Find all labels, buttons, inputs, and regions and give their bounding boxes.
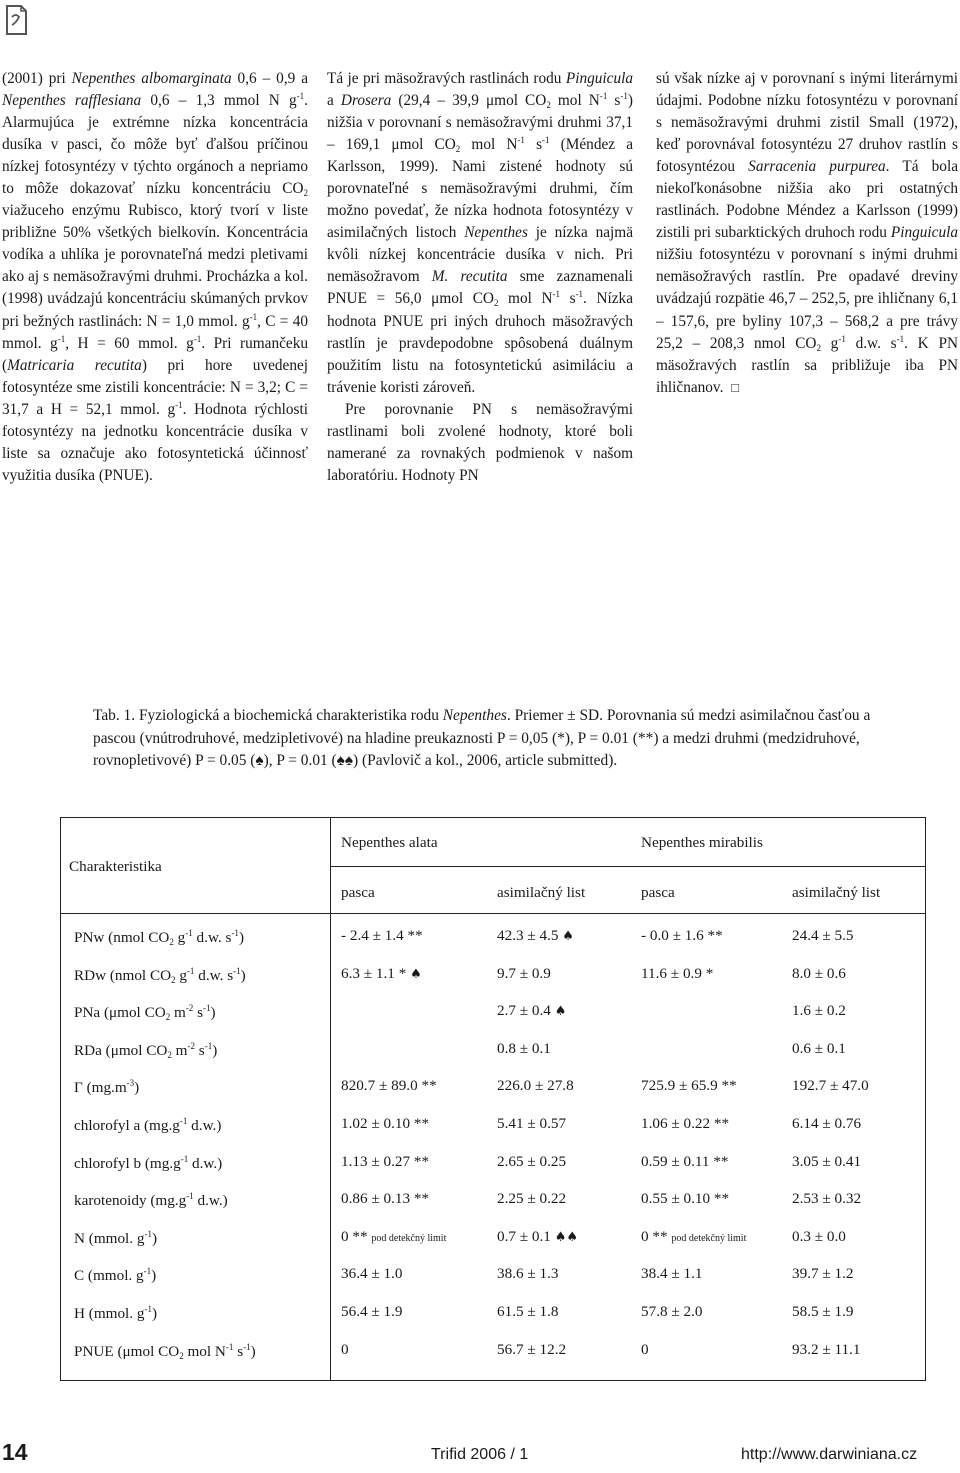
table-cell: 8.0 ± 0.6 — [792, 964, 846, 982]
table-cell: 36.4 ± 1.0 — [341, 1265, 403, 1283]
table-cell: 0 ** pod detekčný limit — [341, 1227, 447, 1245]
text-column-1 — [2, 68, 308, 487]
table-cell: 11.6 ± 0.9 * — [641, 964, 714, 982]
table-cell: 6.14 ± 0.76 — [792, 1115, 862, 1132]
page-number: 14 — [2, 1439, 28, 1465]
table-cell: 39.7 ± 1.2 — [792, 1265, 854, 1283]
table-header-trap: pasca — [641, 884, 675, 901]
table-cell: 38.6 ± 1.3 — [497, 1265, 559, 1283]
journal-issue: Trifid 2006 / 1 — [431, 1446, 529, 1463]
table-cell: 0.55 ± 0.10 ** — [641, 1190, 730, 1208]
text-column-2 — [327, 68, 633, 487]
table-cell: 56.7 ± 12.2 — [497, 1340, 567, 1358]
table-row-label: karotenoidy ($mg.g^{-1}$ d.w.) — [74, 1191, 228, 1210]
table-cell: 2.53 ± 0.32 — [792, 1190, 862, 1208]
paragraph: (2001) pri Nepenthes albomarginata 0,6 – 0,9 a Nepenthes rafflesiana 0,6 – 1,3 mmol N $g^{-1}$. Alarmujúca je extrémne nízka koncentrácia dusíka v pasci, čo môže byť ďalšou príčinou nízkej fotosyntézy v týchto orgánoch a nepriamo to môže dokazovať nízku koncentráciu $CO_2$ viažuceho enzýmu Rubisco, ktorý tvorí v liste približne 50% všetkých bielkovín. Koncentrácia vodíka a uhlíka je porovnateľná medzi pletivami ako aj s nemäsožravými druhmi. Procházka a kol. (1998) uvádzajú koncentráciu skúmaných prvkov pri bežných rastlinách: N = 1,0 mmol. $g^{-1}$, C = 40 mmol. $g^{-1}$, H = 60 mmol. $g^{-1}$. Pri rumančeku (Matricaria recutita) pri hore uvedenej fotosyntéze sme zistili koncentrácie: N = 3,2; C = 31,7 a H = 52,1 mmol. $g^{-1}$. Hodnota rýchlosti fotosyntézy na jednotku koncentrácie dusíka v liste sa označuje ako fotosyntetická účinnosť využitia dusíka (PNUE). — [2, 70, 309, 484]
table-cell: 0 — [341, 1340, 349, 1358]
journal-url[interactable]: http://www.darwiniana.cz — [741, 1446, 918, 1463]
table-cell: 0.86 ± 0.13 ** — [341, 1190, 430, 1208]
table-cell: 1.13 ± 0.27 ** — [341, 1152, 430, 1170]
table-cell: 56.4 ± 1.9 — [341, 1303, 403, 1320]
table-row-label: chlorofyl a ($mg.g^{-1}$ d.w.) — [74, 1116, 222, 1134]
table-cell: 725.9 ± 65.9 ** — [641, 1077, 737, 1095]
table-header-characteristic: Charakteristika — [69, 858, 162, 875]
table-cell: 1.02 ± 0.10 ** — [341, 1115, 430, 1132]
paragraph: Tá je pri mäsožravých rastlinách rodu Pinguicula a Drosera (29,4 – 39,9 μmol $CO_2$ mol $N^{-1}$ $s^{-1}$) nižšia v porovnaní s nemäsožravými druhmi 37,1 – 169,1 μmol $CO_2$ mol $N^{-1}$ $s^{-1}$ (Méndez a Karlsson, 1999). Nami zistené hodnoty sú porovnateľné s nemäsožravými druhmi, čím možno povedať, že nízka hodnota fotosyntézy v asimilačných listoch Nepenthes je nízka najmä kvôli nízkej koncentrácie dusíka v nich. Pri nemäsožravom M. recutita sme zaznamenali PNUE = 56,0 μmol $CO_2$ mol $N^{-1}$ $s^{-1}$. Nízka hodnota PNUE pri iných druhoch mäsožravých rastlín je pravdepodobne spôsobená duálnym použitím listu na fotosyntetickú asimiláciu a trávenie koristi zároveň. — [327, 70, 633, 396]
table-header-leaf: asimilačný list — [792, 884, 881, 901]
table-row-label: N (mmol. $g^{-1}$) — [74, 1228, 158, 1247]
table-cell: 226.0 ± 27.8 — [497, 1077, 574, 1095]
table-row-label: PNw (nmol $CO_2$ $g^{-1}$ d.w. $s^{-1}$) — [74, 928, 244, 947]
table-cell: 57.8 ± 2.0 — [641, 1303, 703, 1320]
table-cell: 2.7 ± 0.4 ♠ — [497, 1002, 567, 1020]
table-cell: 5.41 ± 0.57 — [497, 1115, 567, 1132]
table-cell: 0 — [641, 1340, 649, 1358]
table-cell: 0.3 ± 0.0 — [792, 1227, 846, 1245]
table-row-label: PNa (μmol $CO_2$ $m^{-2}$ $s^{-1}$) — [74, 1003, 216, 1023]
table-cell: 192.7 ± 47.0 — [792, 1077, 869, 1095]
table-cell: 2.65 ± 0.25 — [497, 1152, 567, 1170]
table-cell: 0.6 ± 0.1 — [792, 1039, 846, 1057]
table-cell: 58.5 ± 1.9 — [792, 1303, 854, 1320]
table-cell: - 2.4 ± 1.4 ** — [341, 927, 423, 944]
table-header-trap: pasca — [341, 884, 375, 901]
table-row-label: PNUE (μmol $CO_2$ mol $N^{-1}$ $s^{-1}$) — [74, 1341, 256, 1361]
table-cell: 24.4 ± 5.5 — [792, 927, 854, 944]
table-cell: 1.6 ± 0.2 — [792, 1002, 846, 1020]
table-cell: 820.7 ± 89.0 ** — [341, 1077, 437, 1095]
table-cell: 0.7 ± 0.1 ♠♠ — [497, 1227, 579, 1245]
end-of-article-mark: □ — [731, 379, 739, 395]
table-row-label: H (mmol. $g^{-1}$) — [74, 1304, 158, 1322]
table-cell: 0.59 ± 0.11 ** — [641, 1152, 729, 1170]
journal-logo-icon — [3, 3, 29, 37]
text-column-3 — [656, 68, 958, 399]
table-cell: 9.7 ± 0.9 — [497, 964, 551, 982]
table-cell: - 0.0 ± 1.6 ** — [641, 927, 723, 944]
table-cell: 3.05 ± 0.41 — [792, 1152, 862, 1170]
table-cell: 1.06 ± 0.22 ** — [641, 1115, 730, 1132]
table-cell: 0 ** pod detekčný limit — [641, 1227, 747, 1245]
paragraph: sú však nízke aj v porovnaní s inými literárnymi údajmi. Podobne nízku fotosyntézu v porovnaní s nemäsožravými druhmi zistil Small (1972), keď porovnával fotosyntézu 27 druhov rastlín s fotosyntézou Sarracenia purpurea. Tá bola niekoľkonásobne nižšia ako pri ostatných rastlinách. Podobne Méndez a Karlsson (1999) zistili pri subarktických druhoch rodu Pinguicula nižšiu fotosyntézu v porovnaní s inými druhmi nemäsožravých rastlín. Pre opadavé dreviny uvádzajú rozpätie 46,7 – 252,5, pre ihličnany 6,1 – 157,6, pre byliny 107,3 – 568,2 a pre trávy 25,2 – 208,3 nmol $CO_2$ $g^{-1}$ d.w. $s^{-1}$. K PN mäsožravých rastlín sa približuje iba PN ihličnanov. □ — [656, 70, 958, 396]
paragraph: Pre porovnanie PN s nemäsožravými rastlinami boli zvolené hodnoty, ktoré boli namerané za rovnakých podmienok v našom laboratóriu. Hodnoty PN — [327, 400, 633, 484]
table-cell: 38.4 ± 1.1 — [641, 1265, 703, 1283]
table-cell: 42.3 ± 4.5 ♠ — [497, 927, 574, 944]
table-header-species-mirabilis: Nepenthes mirabilis — [641, 834, 763, 851]
table-cell: 0.8 ± 0.1 — [497, 1039, 551, 1057]
table-header-species-alata: Nepenthes alata — [341, 834, 438, 851]
table-row-label: RDa (μmol $CO_2$ $m^{-2}$ $s^{-1}$) — [74, 1040, 218, 1060]
table-row-label: Γ $(mg.m^{-3})$ — [74, 1078, 140, 1097]
table-row-label: chlorofyl b ($mg.g^{-1}$ d.w.) — [74, 1153, 223, 1172]
table-header-leaf: asimilačný list — [497, 884, 586, 901]
table-cell: 93.2 ± 11.1 — [792, 1340, 861, 1358]
table-cell: 2.25 ± 0.22 — [497, 1190, 567, 1208]
table-caption: Tab. 1. Fyziologická a biochemická charakteristika rodu Nepenthes. Priemer ± SD. Porovnania sú medzi asimilačnou časťou a pascou (vnútrodruhové, medzipletivové) na hladine preukaznosti P = 0,05 (*), P = 0.01 (**) a medzi druhmi (medzidruhové, rovnopletivové) P = 0.05 (♠), P = 0.01 (♠♠) (Pavlovič a kol., 2006, article submitted). — [93, 707, 871, 769]
table-row-label: RDw (nmol $CO_2$ $g^{-1}$ d.w. $s^{-1}$) — [74, 965, 246, 985]
table-cell: 6.3 ± 1.1 * ♠ — [341, 964, 422, 982]
table-cell: 61.5 ± 1.8 — [497, 1303, 559, 1320]
table-row-label: C (mmol. $g^{-1}$) — [74, 1266, 157, 1285]
